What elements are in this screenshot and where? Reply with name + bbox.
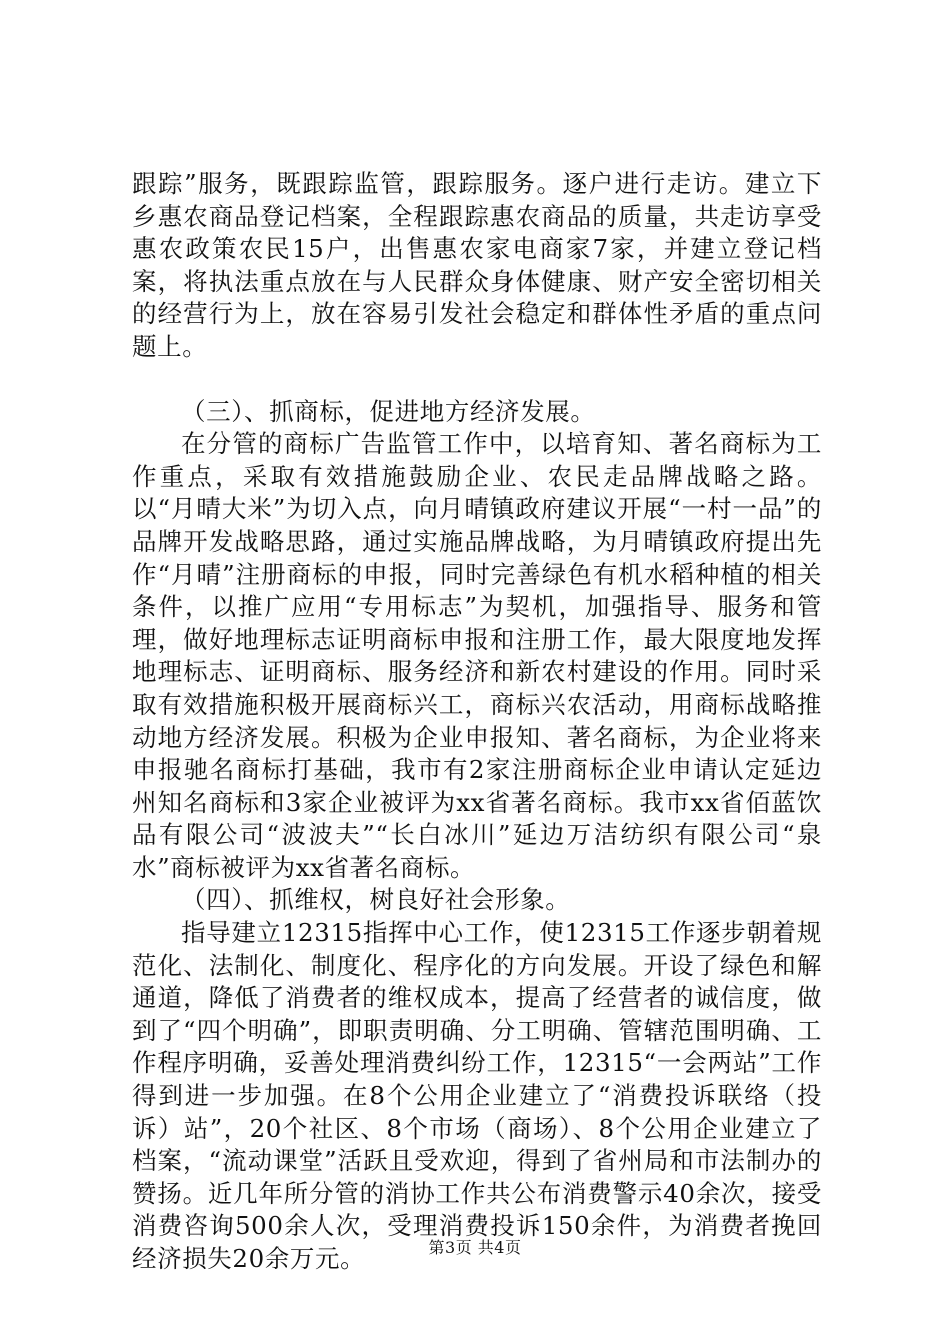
- section-heading-4: （四）、抓维权，树良好社会形象。: [181, 885, 571, 915]
- paragraph-rights-protection: 指导建立12315指挥中心工作，使12315工作逐步朝着规范化、法制化、制度化、程序化的方向发展。开设了绿色和解通道，降低了消费者的维权成本，提高了经营者的诚信度，做到了“四个明确”，即职责明确、分工明确、管辖范围明确、工作程序明确，妥善处理消费纠纷工作，12315“一会两站”工作得到进一步加强。在8个公用企业建立了“消费投诉联络（投诉）站”，20个社区、8个市场（商场）、8个公用企业建立了档案，“流动课堂”活跃且受欢迎，得到了省州局和市法制办的赞扬。近几年所分管的消协工作共公布消费警示40余次，接受消费咨询500余人次，受理消费投诉150余件，为消费者挽回经济损失20余万元。: [132, 918, 822, 1273]
- document-body: [132, 168, 822, 1276]
- section-heading-3: （三）、抓商标，促进地方经济发展。: [181, 396, 596, 426]
- paragraph-continuation: 跟踪”服务，既跟踪监管，跟踪服务。逐户进行走访。建立下乡惠农商品登记档案，全程跟踪惠农商品的质量，共走访享受惠农政策农民15户，出售惠农家电商家7家，并建立登记档案，将执法重点放在与人民群众身体健康、财产安全密切相关的经营行为上，放在容易引发社会稳定和群体性矛盾的重点问题上。: [132, 169, 822, 361]
- paragraph-trademark: 在分管的商标广告监管工作中，以培育知、著名商标为工作重点，采取有效措施鼓励企业、农民走品牌战略之路。以“月晴大米”为切入点，向月晴镇政府建议开展“一村一品”的品牌开发战略思路，通过实施品牌战略，为月晴镇政府提出先作“月晴”注册商标的申报，同时完善绿色有机水稻种植的相关条件，以推广应用“专用标志”为契机，加强指导、服务和管理，做好地理标志证明商标申报和注册工作，最大限度地发挥地理标志、证明商标、服务经济和新农村建设的作用。同时采取有效措施积极开展商标兴工，商标兴农活动，用商标战略推动地方经济发展。积极为企业申报知、著名商标，为企业将来申报驰名商标打基础，我市有2家注册商标企业申请认定延边州知名商标和3家企业被评为xx省著名商标。我市xx省佰蓝饮品有限公司“波波夫”“长白冰川”延边万洁纺织有限公司“泉水”商标被评为xx省著名商标。: [132, 429, 822, 882]
- page-number: 第3页 共4页: [428, 1238, 522, 1257]
- paragraph-gap: [132, 364, 822, 396]
